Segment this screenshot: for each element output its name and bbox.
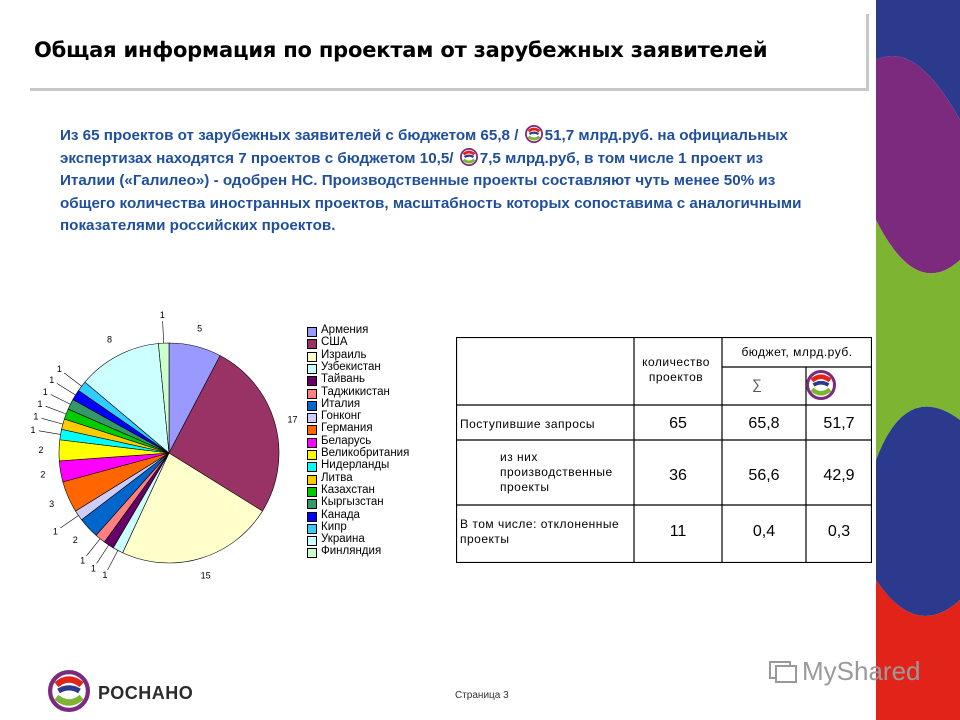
legend-swatch <box>307 413 317 423</box>
pie-value-label: 2 <box>72 535 78 546</box>
legend-swatch <box>307 536 317 546</box>
myshared-icon <box>768 658 798 684</box>
rosnano-logo-icon <box>48 670 90 712</box>
pie-leader-line <box>57 383 76 395</box>
legend-label: Германия <box>321 422 373 435</box>
page-number: Страница 3 <box>455 690 509 701</box>
row-label: В том числе: отклоненные проекты <box>460 517 620 546</box>
pie-value-label: 1 <box>49 375 55 386</box>
legend-label: Узбекистан <box>321 360 381 373</box>
legend-label: Украина <box>321 533 365 546</box>
legend-swatch <box>307 389 317 399</box>
legend-swatch <box>307 524 317 534</box>
legend-label: Италия <box>321 397 361 410</box>
pie-value-label: 1 <box>42 386 48 397</box>
legend-label: Великобритания <box>321 447 410 459</box>
row-rosnano: 0,3 <box>827 523 851 540</box>
company-name: РОСНАНО <box>98 683 194 703</box>
pie-value-label: 1 <box>33 411 39 422</box>
pie-value-label: 5 <box>197 323 203 334</box>
legend-swatch <box>307 339 317 349</box>
row-rosnano: 42,9 <box>823 467 855 484</box>
pie-value-label: 1 <box>52 526 58 537</box>
pie-leader-line <box>51 394 71 404</box>
pie-leader-line <box>60 515 78 527</box>
pie-value-label: 15 <box>200 570 211 581</box>
row-rosnano: 51,7 <box>823 415 855 432</box>
intro-text-2: 51,7 млрд.руб. на официальных экспертизах находятся 7 проектов с бюджетом 10,5/ <box>60 127 788 167</box>
legend-label: Литва <box>321 471 353 484</box>
legend-label: Кыргызстан <box>321 496 384 509</box>
legend-swatch <box>307 475 317 485</box>
page-title: Общая информация по проектам от зарубежных заявителей <box>34 38 768 62</box>
summary-table <box>456 337 872 563</box>
rosnano-logo-icon <box>806 369 836 401</box>
pie-value-label: 3 <box>49 499 55 510</box>
pie-value-label: 1 <box>37 399 43 410</box>
legend-swatch <box>307 376 317 386</box>
row-count: 65 <box>669 415 687 432</box>
legend-label: Финляндия <box>321 545 382 558</box>
legend-label: Казахстан <box>321 483 375 496</box>
header-count: количество проектов <box>642 355 710 384</box>
intro-text-3: 7,5 млрд.руб, в том числе 1 проект из Италии («Галилео») - одобрен НС. Производственные проекты составляют чуть менее 50% из общего количества иностранных проектов, масштабность которых сопоставима с аналогичными показателями российских проектов. <box>60 149 802 234</box>
pie-leader-line <box>64 373 81 386</box>
legend-label: Кипр <box>321 520 347 533</box>
pie-value-label: 1 <box>80 555 86 566</box>
row-sum: 65,8 <box>748 415 780 432</box>
pie-value-label: 17 <box>287 414 298 425</box>
legend-swatch <box>307 499 317 509</box>
pie-leader-line <box>108 550 118 569</box>
legend-swatch <box>307 462 317 472</box>
pie-value-label: 8 <box>107 334 113 345</box>
legend-swatch <box>307 450 317 460</box>
legend-swatch <box>307 327 317 337</box>
pie-value-label: 2 <box>38 444 44 455</box>
legend-swatch <box>307 352 317 362</box>
row-count: 11 <box>669 523 687 540</box>
pie-leader-line <box>39 431 61 435</box>
legend-swatch <box>307 425 317 435</box>
pie-value-label: 1 <box>90 563 96 574</box>
legend-swatch <box>307 401 317 411</box>
legend-swatch <box>307 364 317 374</box>
pie-value-label: 1 <box>30 424 36 435</box>
legend-label: Беларусь <box>321 434 372 447</box>
pie-value-label: 1 <box>102 570 108 581</box>
pie-value-label: 1 <box>159 310 165 321</box>
legend-swatch <box>307 487 317 497</box>
row-label: Поступившие запросы <box>460 417 595 431</box>
row-sum: 56,6 <box>748 467 780 484</box>
pie-value-label: 2 <box>40 469 46 480</box>
pie-leader-line <box>163 321 164 343</box>
decorative-stripe <box>876 0 960 720</box>
legend-label: Израиль <box>321 348 367 361</box>
legend-label: Гонконг <box>321 410 362 423</box>
legend-label: США <box>321 336 348 349</box>
row-count: 36 <box>669 467 687 484</box>
legend-label: Канада <box>321 508 360 521</box>
rosnano-logo-icon <box>460 148 478 166</box>
legend-label: Тайвань <box>321 373 366 386</box>
legend-label: Таджикистан <box>321 385 390 398</box>
row-label: из них производственные проекты <box>500 450 613 494</box>
legend-swatch <box>307 548 317 558</box>
pie-value-label: 1 <box>56 364 62 375</box>
rosnano-logo-icon <box>525 125 543 143</box>
pie-chart <box>0 0 300 600</box>
legend-label: Армения <box>321 324 369 336</box>
legend-label: Нидерланды <box>321 459 390 472</box>
row-sum: 0,4 <box>752 523 776 540</box>
pie-leader-line <box>97 545 109 563</box>
pie-leader-line <box>86 539 100 556</box>
pie-leader-line <box>46 406 67 414</box>
pie-leader-line <box>42 418 63 424</box>
header-budget: бюджет, млрд.руб. <box>741 345 853 359</box>
watermark <box>768 656 921 687</box>
header-sigma: ∑ <box>752 376 763 392</box>
watermark-text: MyShared <box>802 656 921 686</box>
intro-text-1: Из 65 проектов от зарубежных заявителей с бюджетом 65,8 / <box>60 127 523 144</box>
legend-swatch <box>307 512 317 522</box>
legend-swatch <box>307 438 317 448</box>
